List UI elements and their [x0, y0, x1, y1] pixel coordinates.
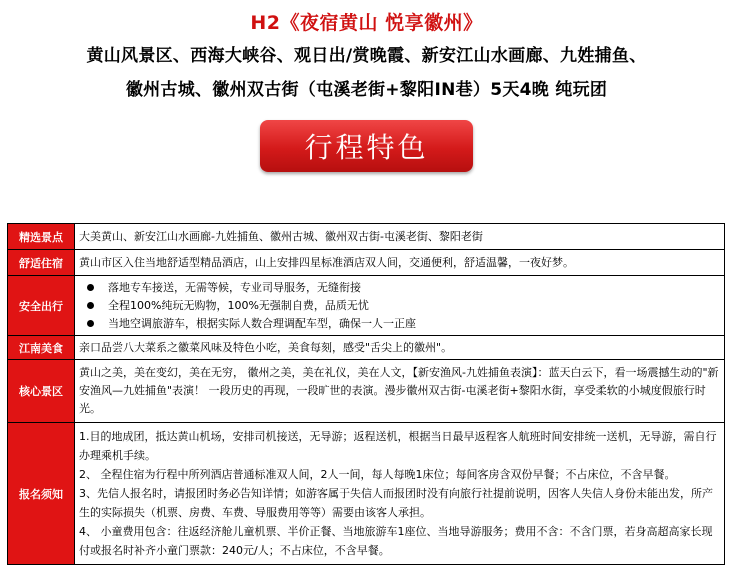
row-content-notice — [75, 423, 725, 565]
table-row — [8, 250, 725, 276]
table-row — [8, 224, 725, 250]
row-label-core: 核心景区 — [8, 360, 75, 423]
bullet-icon — [87, 302, 94, 309]
features-banner: 行程特色 — [260, 120, 473, 172]
features-table — [7, 223, 725, 565]
table-row — [8, 423, 725, 565]
list-item: 3、先信人报名时，请报团时务必告知详情；如游客属于失信人而报团时没有向旅行社提前说明，因客人失信人身份未能出发，所产生的实际损失（机票、房费、车费、导服费用等等）需要由该客人承担。 — [79, 487, 713, 519]
product-title: H2《夜宿黄山 悦享徽州》 — [250, 12, 483, 34]
row-label-scenic: 精选景点 — [8, 224, 75, 250]
table-row — [8, 276, 725, 336]
table-row — [8, 360, 725, 423]
list-item: 落地专车接送，无需等候，专业司导服务，无缝衔接 — [79, 279, 720, 297]
row-content-scenic: 大美黄山、新安江山水画廊-九姓捕鱼、徽州古城、徽州双古街-屯溪老街、黎阳老街 — [75, 224, 725, 250]
list-item: 4、 小童费用包含：往返经济舱儿童机票、半价正餐、当地旅游车1座位、当地导游服务；费用不含：不含门票，若身高超高家长现付或报名时补齐小童门票款：240元/人；不占床位，不含早餐。 — [79, 525, 713, 557]
bullet-icon — [87, 284, 94, 291]
row-content-hotel: 黄山市区入住当地舒适型精品酒店，山上安排四星标准酒店双人间，交通便利，舒适温馨，一夜好梦。 — [75, 250, 725, 276]
list-item: 全程100%纯玩无购物，100%无强制自费，品质无忧 — [79, 297, 720, 315]
subtitle-line-2: 徽州古城、徽州双古街（屯溪老街+黎阳IN巷）5天4晚 纯玩团 — [125, 80, 608, 100]
list-item: 1.目的地成团，抵达黄山机场，安排司机接送，无导游；返程送机，根据当日最早返程客人航班时间安排统一送机，无导游，需自行办理乘机手续。 — [79, 430, 717, 462]
table-row — [8, 336, 725, 360]
row-label-hotel: 舒适住宿 — [8, 250, 75, 276]
row-content-food: 亲口品尝八大菜系之徽菜风味及特色小吃，美食每刻，感受"舌尖上的徽州"。 — [75, 336, 725, 360]
row-content-safety — [75, 276, 725, 336]
bullet-icon — [87, 320, 94, 327]
list-item: 当地空调旅游车，根据实际人数合理调配车型，确保一人一正座 — [79, 315, 720, 333]
row-label-food: 江南美食 — [8, 336, 75, 360]
list-item: 2、 全程住宿为行程中所列酒店普通标准双人间，2人一间，每人每晚1床位；每间客房含双份早餐；不占床位，不含早餐。 — [79, 468, 676, 481]
row-content-core: 黄山之美，美在变幻，美在无穷， 徽州之美，美在礼仪，美在人文，【新安渔风-九姓捕鱼表演】：蓝天白云下，看一场震撼生动的"新安渔风—九姓捕鱼"表演！ 一段历史的再现，一段旷世的表演。漫步徽州双古街-屯溪老街+黎阳水街，享受柔软的小城度假旅行时光。 — [75, 360, 725, 423]
row-label-notice: 报名须知 — [8, 423, 75, 565]
row-label-safety: 安全出行 — [8, 276, 75, 336]
subtitle-line-1: 黄山风景区、西海大峡谷、观日出/赏晚霞、新安江山水画廊、九姓捕鱼、 — [86, 46, 647, 66]
